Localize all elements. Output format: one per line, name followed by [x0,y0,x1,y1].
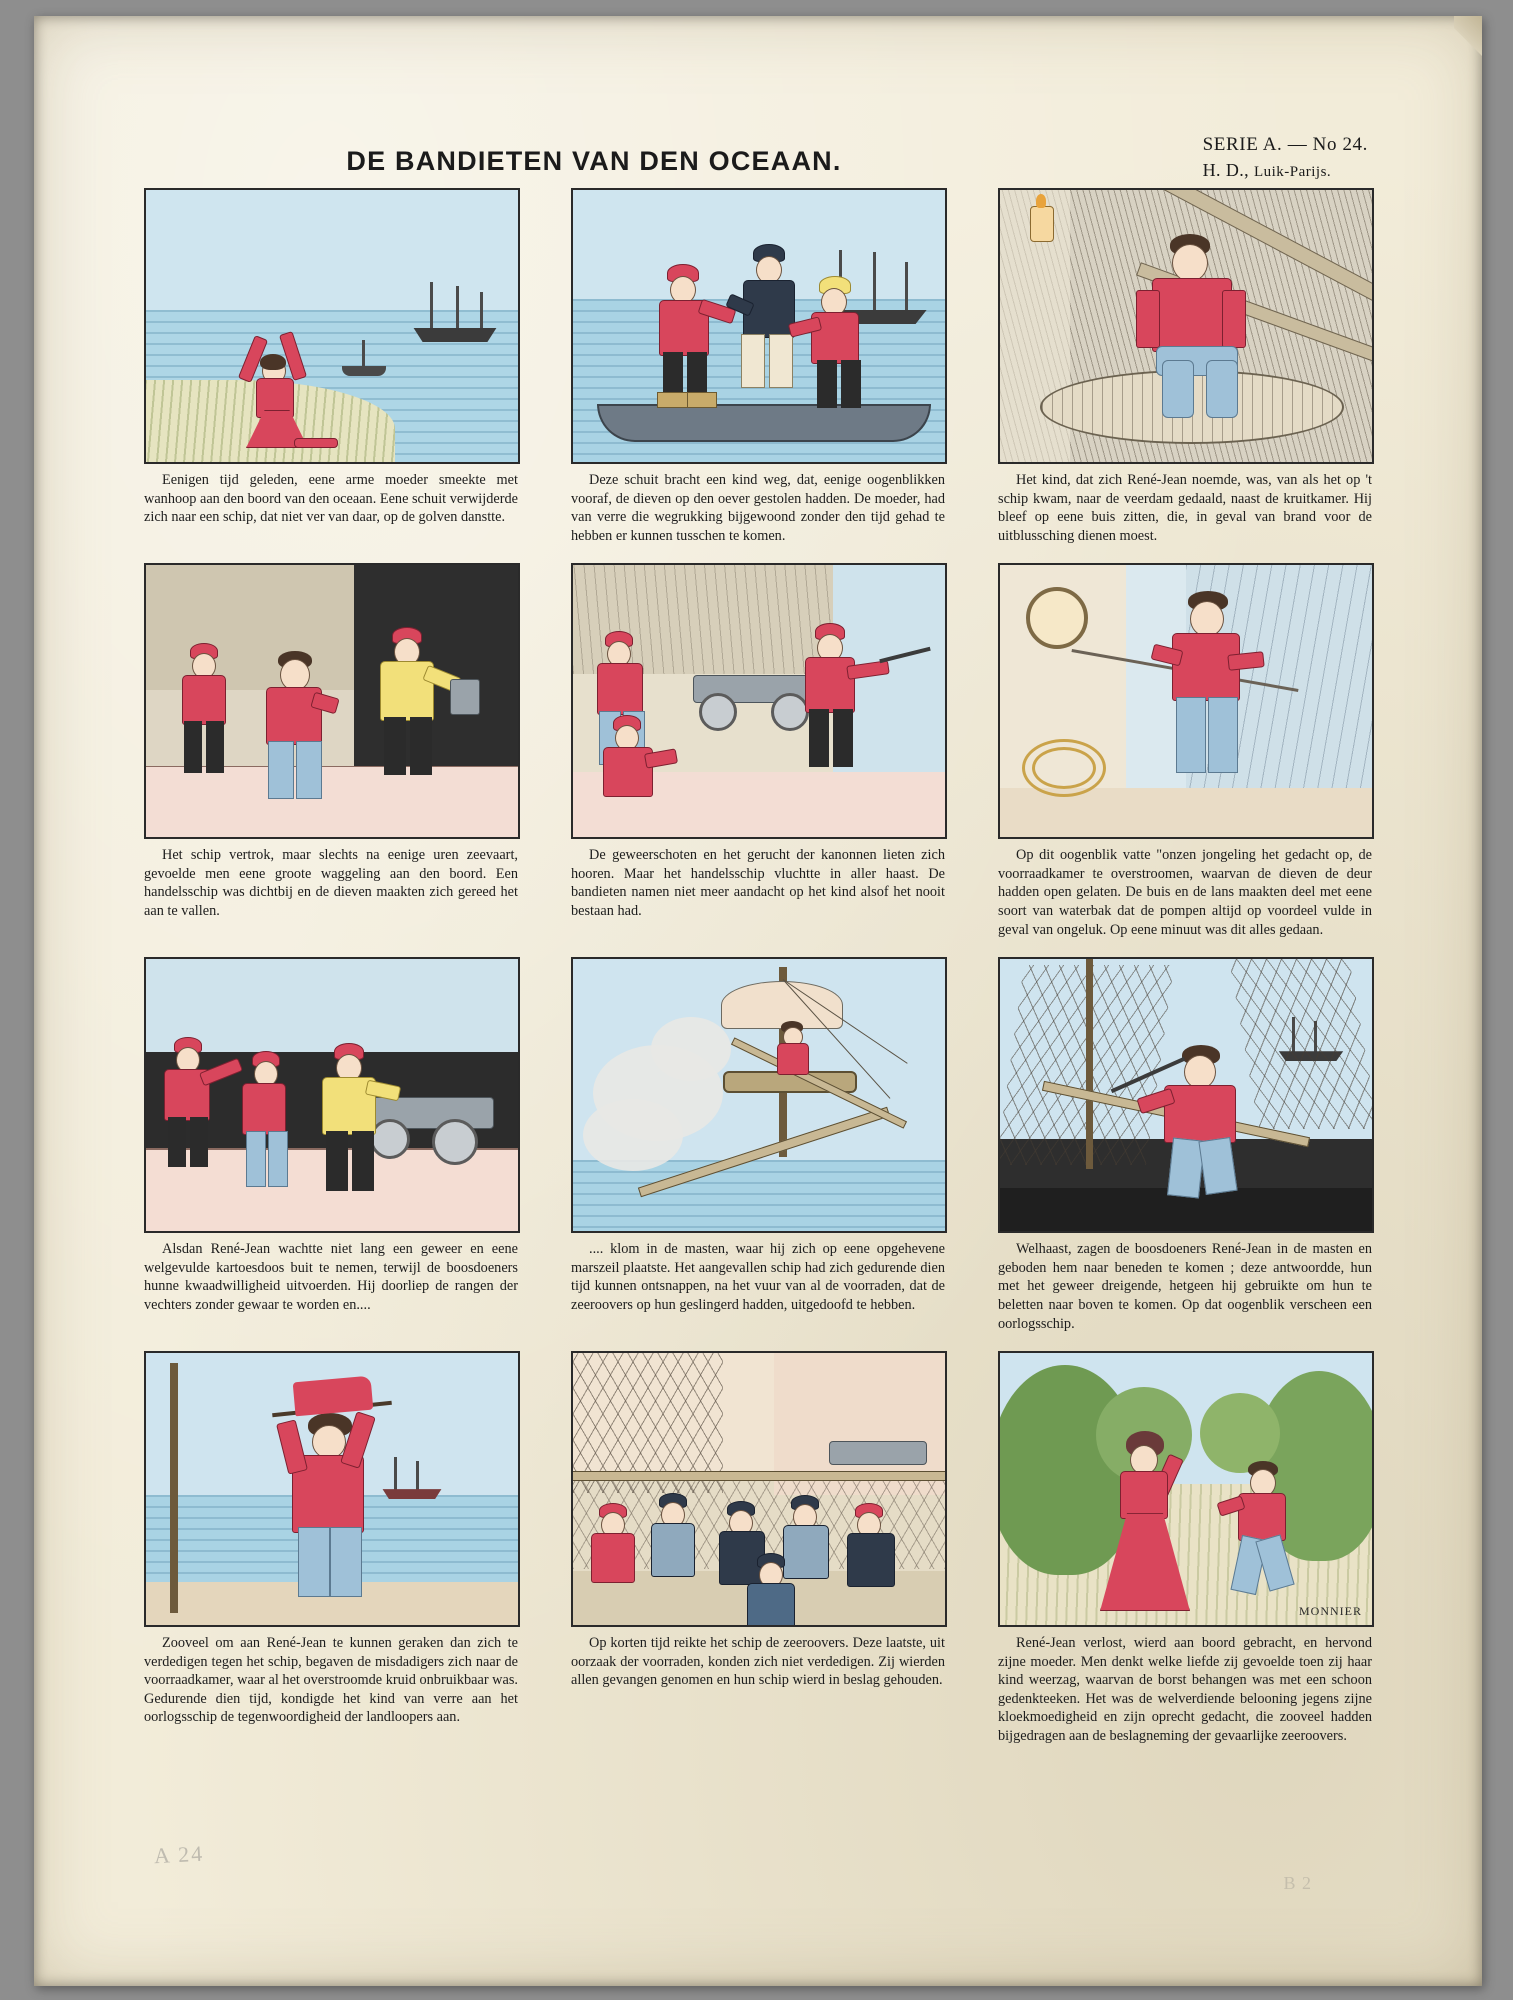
panel-9 [998,957,1374,1333]
page-title: DE BANDIETEN VAN DEN OCEAAN. [346,146,842,176]
panel-caption-7: Alsdan René-Jean wachtte niet lang een geweer en eene welgevulde kartoesdoos buit te nemen, terwijl de boosdoeners hunne kwaadwilligheid uitvoerden. Hij doorliep de rangen der vechters zonder gewaar te worden en.... [144,1241,518,1313]
panel-caption-3: Het kind, dat zich René-Jean noemde, was, van als het op 't schip kwam, naar de veerdam gedaald, naast de kruitkamer. Hij bleef op eene buis zitten, die, in geval van brand voor de uitblussching dienen moest. [998,472,1372,544]
panel-illustration-5 [571,563,947,839]
pencil-annotation: A 24 [153,1840,205,1869]
panel-illustration-11 [571,1351,947,1627]
panel-illustration-10 [144,1351,520,1627]
panel-2 [571,188,947,545]
panel-caption-2: Deze schuit bracht een kind weg, dat, eenige oogenblikken vooraf, de dieven op den oever gestolen hadden. De moeder, had van verre die wegrukking bijgewoond zonder den tijd gehad te hebben er kunnen tusschen te komen. [571,472,945,544]
panel-1 [144,188,520,545]
print-sheet [34,16,1482,1986]
panel-caption-1: Eenigen tijd geleden, eene arme moeder smeekte met wanhoop aan den boord van den oceaan. Eene schuit verwijderde zich naar een schip, dat niet ver van daar, op de golven danstte. [144,472,518,526]
panel-7 [144,957,520,1333]
panel-10 [144,1351,520,1745]
panel-illustration-12 [998,1351,1374,1627]
panel-illustration-7 [144,957,520,1233]
panel-grid [144,188,1374,1746]
panel-caption-9: Welhaast, zagen de boosdoeners René-Jean in de masten en geboden hem naar beneden te komen ; deze antwoordde, hun met het geweer dreigende, hetgeen hij gebruikte om hun te beletten naar boven te komen. Op dat oogenblik verscheen een oorlogsschip. [998,1241,1372,1332]
panel-caption-10: Zooveel om aan René-Jean te kunnen geraken dan zich te verdedigen tegen het schip, begaven de misdadigers zich naar de voorraadkamer, waar al het overstroomde kruid onbruikbaar was. Gedurende dien tijd, kondigde het kind van verre aan het oorlogsschip de tegenwoordigheid der landloopers aan. [144,1635,518,1726]
panel-12 [998,1351,1374,1745]
panel-6 [998,563,1374,939]
panel-caption-5: De geweerschoten en het gerucht der kanonnen lieten zich hooren. Maar het handelsschip vluchtte in aller haast. De bandieten namen niet meer aandacht op het kind alsof het nooit bestaan had. [571,847,945,920]
panel-caption-8: .... klom in de masten, waar hij zich op eene opgehevene marszeil plaatste. Het aangevallen schip had zich gedurende dien tijd kunnen ontsnappen, na het vuur van al de voorraden, dat de zeeroovers op hun geslingerd hadden, uitgedoofd te hebben. [571,1241,945,1313]
pencil-annotation-secondary: B 2 [1283,1873,1312,1893]
paper-fold-corner [1454,16,1482,60]
sheet-header [144,126,1374,184]
panel-8 [571,957,947,1333]
series-info [1203,134,1368,181]
panel-caption-11: Op korten tijd reikte het schip de zeeroovers. Deze laatste, uit oorzaak der voorraden, konden zich niet verdedigen. Zij wierden allen gevangen genomen en hun schip wierd in beslag gehouden. [571,1635,945,1689]
panel-illustration-4 [144,563,520,839]
panel-4 [144,563,520,939]
panel-3 [998,188,1374,545]
panel-caption-4: Het schip vertrok, maar slechts na eenige uren zeevaart, gevoelde men eene groote waggeling aan den boord. Een handelsschip was dichtbij en de dieven maakten zich gereed het aan te vallen. [144,847,518,920]
series-number: SERIE A. — No 24. [1202,134,1368,155]
panel-5 [571,563,947,939]
panel-illustration-8 [571,957,947,1233]
panel-illustration-2 [571,188,947,464]
panel-illustration-6 [998,563,1374,839]
panel-illustration-9 [998,957,1374,1233]
publisher-place: Luik-Parijs. [1253,164,1332,180]
artist-signature: MONNIER [1299,1604,1362,1619]
publisher-line [1203,160,1368,181]
panel-caption-6: Op dit oogenblik vatte "onzen jongeling het gedacht op, de voorraadkamer te overstroomen, waarvan de dieven de deur hadden open gelaten. De buis en de lans maakten deel met eene soort van waterbak dat de pompen altijd op voordeel vulde in geval van ongeluk. Op eene minuut was dit alles gedaan. [998,847,1372,938]
panel-illustration-1 [144,188,520,464]
image-plate [144,126,1374,1806]
panel-caption-12: René-Jean verlost, wierd aan boord gebracht, en hervond zijne moeder. Men denkt welke liefde zij gevoelde toen zij haar kind weerzag, waarvan de borst behangen was met een schoon gedenkteeken. Het was de welverdiende belooning jegens zijne kloekmoedigheid en zijn oprecht gedacht, die zooveel hadden bijgedragen aan de beslagneming der gevaarlijke zeeroovers. [998,1635,1372,1744]
panel-illustration-3 [998,188,1374,464]
publisher-initials: H. D., [1202,160,1250,180]
panel-11 [571,1351,947,1745]
